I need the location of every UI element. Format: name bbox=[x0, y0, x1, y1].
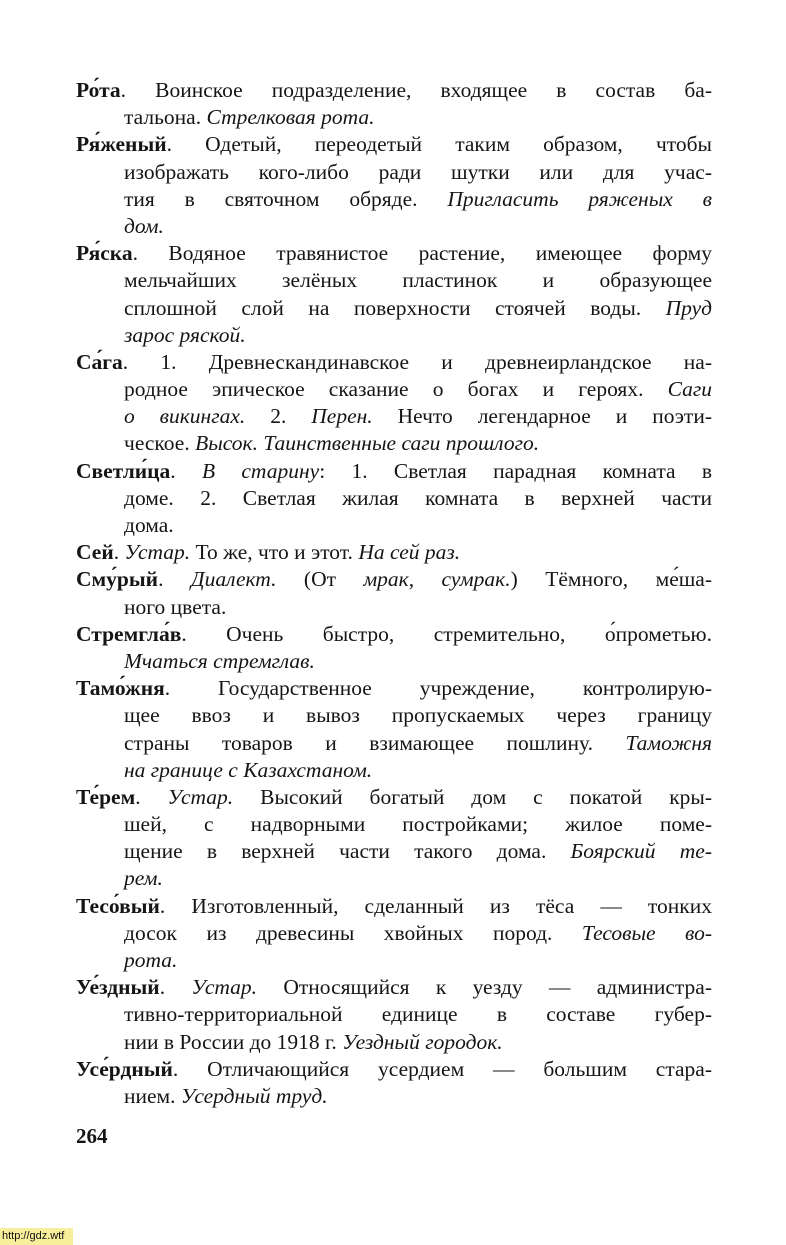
definition-text: Относящийся к уезду — администра- bbox=[257, 975, 712, 1000]
italic-text: на границе с Казахстаном. bbox=[124, 757, 373, 782]
headword: Сей bbox=[76, 540, 114, 565]
definition-text: . bbox=[113, 540, 125, 565]
entry-line bbox=[76, 322, 712, 349]
definition-text: ) Тёмного, ме́ша- bbox=[510, 567, 712, 592]
entry-first-line bbox=[76, 240, 712, 267]
entry-line bbox=[76, 104, 712, 131]
entry-first-line bbox=[76, 1056, 712, 1083]
definition-text: доме. 2. Светлая жилая комната в верхней части bbox=[124, 485, 712, 510]
dictionary-entry bbox=[76, 1056, 712, 1110]
entry-line bbox=[76, 267, 712, 294]
definition-text: Нечто легендарное и поэти- bbox=[372, 404, 712, 429]
entry-line bbox=[76, 213, 712, 240]
entry-line bbox=[76, 920, 712, 947]
definition-text: . bbox=[159, 975, 192, 1000]
italic-text: Пригласить ряженых в bbox=[447, 186, 713, 211]
entry-line bbox=[76, 838, 712, 865]
entry-line bbox=[76, 811, 712, 838]
entry-line bbox=[76, 403, 712, 430]
definition-text: . 1. Древнескандинавское и древнеирландское на- bbox=[122, 349, 712, 374]
page-number: 264 bbox=[76, 1124, 108, 1148]
definition-text: нием. bbox=[124, 1083, 181, 1108]
entry-first-line bbox=[76, 675, 712, 702]
entry-first-line bbox=[76, 893, 712, 920]
dictionary-entry bbox=[76, 974, 712, 1056]
dictionary-entry bbox=[76, 131, 712, 240]
definition-text: родное эпическое сказание о богах и героях. bbox=[124, 377, 668, 402]
definition-text: ного цвета. bbox=[124, 594, 227, 619]
entry-line bbox=[76, 186, 712, 213]
dictionary-entry bbox=[76, 621, 712, 675]
italic-text: Устар. bbox=[124, 540, 191, 565]
entry-first-line bbox=[76, 784, 712, 811]
dictionary-entry bbox=[76, 539, 712, 566]
entry-first-line bbox=[76, 131, 712, 158]
dictionary-entry bbox=[76, 240, 712, 349]
headword: Сму́рый bbox=[76, 567, 159, 592]
entry-line bbox=[76, 1029, 712, 1056]
dictionary-entry bbox=[76, 784, 712, 893]
entry-line bbox=[76, 730, 712, 757]
definition-text: нии в России до 1918 г. bbox=[124, 1029, 343, 1054]
entry-line bbox=[76, 702, 712, 729]
dictionary-entry bbox=[76, 458, 712, 540]
entry-line bbox=[76, 376, 712, 403]
entry-first-line bbox=[76, 77, 712, 104]
entry-first-line bbox=[76, 539, 712, 566]
italic-text: Таможня bbox=[625, 730, 712, 755]
definition-text: тальона. bbox=[124, 105, 207, 130]
definition-text: . Одетый, переодетый таким образом, чтобы bbox=[166, 132, 712, 157]
dictionary-entry bbox=[76, 893, 712, 975]
italic-text: Стрелковая рота. bbox=[206, 105, 375, 130]
definition-text: ческое. bbox=[124, 431, 196, 456]
definition-text: . Изготовленный, сделанный из тёса — тонких bbox=[159, 893, 712, 918]
entry-line bbox=[76, 947, 712, 974]
entry-line bbox=[76, 865, 712, 892]
headword: Ря́ска bbox=[76, 241, 133, 266]
italic-text: Пруд bbox=[665, 295, 712, 320]
entry-line bbox=[76, 485, 712, 512]
entry-line bbox=[76, 594, 712, 621]
italic-text: рота. bbox=[124, 948, 178, 972]
definition-text: . Водяное травянистое растение, имеющее форму bbox=[132, 241, 712, 266]
entry-line bbox=[76, 159, 712, 186]
definition-text: сплошной слой на поверхности стоячей воды. bbox=[124, 295, 666, 320]
definition-text: дома. bbox=[124, 513, 174, 537]
italic-text: Перен. bbox=[311, 404, 373, 429]
italic-text: Саги bbox=[667, 377, 712, 402]
headword: Усе́рдный bbox=[76, 1056, 173, 1081]
dictionary-entry bbox=[76, 77, 712, 131]
definition-text: Высокий богатый дом с покатой кры- bbox=[233, 784, 713, 809]
definition-text: : 1. Светлая парадная комната в bbox=[319, 458, 712, 483]
italic-text: дом. bbox=[124, 213, 164, 238]
definition-text: досок из древесины хвойных пород. bbox=[124, 920, 582, 945]
definition-text: . Государственное учреждение, контролирую- bbox=[164, 676, 712, 701]
definition-text: . Воинское подразделение, входящее в состав ба- bbox=[120, 78, 712, 102]
italic-text: На сей раз. bbox=[358, 540, 461, 565]
definition-text: 2. bbox=[245, 404, 312, 429]
definition-text: тивно-территориальной единице в составе губер- bbox=[124, 1002, 712, 1027]
italic-text: Тесовые во- bbox=[581, 920, 713, 945]
definition-text: . bbox=[135, 784, 168, 809]
headword: Ря́женый bbox=[76, 132, 167, 157]
italic-text: рем. bbox=[124, 866, 163, 891]
entry-first-line bbox=[76, 621, 712, 648]
dictionary-entry bbox=[76, 349, 712, 458]
definition-text: страны товаров и взимающее пошлину. bbox=[124, 730, 626, 755]
definition-text: (От bbox=[276, 567, 364, 592]
entry-line bbox=[76, 648, 712, 675]
dictionary-entries bbox=[76, 77, 712, 1110]
definition-text: . Отличающийся усердием — большим стара- bbox=[172, 1056, 712, 1081]
dictionary-entry bbox=[76, 675, 712, 784]
definition-text: . Очень быстро, стремительно, о́прометью. bbox=[181, 621, 712, 646]
definition-text: . bbox=[158, 567, 191, 592]
italic-text: зарос ряской. bbox=[124, 322, 246, 347]
entry-line bbox=[76, 1001, 712, 1028]
italic-text: Устар. bbox=[191, 975, 258, 1000]
entry-first-line bbox=[76, 458, 712, 485]
entry-line bbox=[76, 757, 712, 784]
entry-line bbox=[76, 295, 712, 322]
headword: Светли́ца bbox=[76, 458, 171, 483]
entry-line bbox=[76, 430, 712, 457]
italic-text: В старину bbox=[201, 458, 320, 483]
definition-text: . bbox=[170, 458, 202, 483]
entry-first-line bbox=[76, 974, 712, 1001]
italic-text: о викингах. bbox=[124, 404, 246, 429]
entry-line bbox=[76, 1083, 712, 1110]
italic-text: Уездный городок. bbox=[342, 1029, 503, 1054]
headword: Тамо́жня bbox=[76, 676, 165, 701]
headword: Те́рем bbox=[76, 784, 136, 809]
watermark-link[interactable]: http://gdz.wtf bbox=[0, 1228, 73, 1245]
entry-first-line bbox=[76, 349, 712, 376]
headword: Стремгла́в bbox=[76, 621, 182, 646]
italic-text: Диалект. bbox=[190, 567, 277, 592]
definition-text: шей, с надворными постройками; жилое поме- bbox=[124, 812, 712, 837]
italic-text: мрак, сумрак. bbox=[363, 567, 511, 592]
dictionary-entry bbox=[76, 566, 712, 620]
headword: Тесо́вый bbox=[76, 893, 160, 918]
italic-text: Устар. bbox=[167, 784, 234, 809]
italic-text: Мчаться стремглав. bbox=[124, 648, 315, 673]
definition-text: щение в верхней части такого дома. bbox=[124, 839, 571, 864]
definition-text: мельчайших зелёных пластинок и образующее bbox=[124, 268, 712, 293]
headword: Са́га bbox=[76, 349, 123, 374]
italic-text: Боярский те- bbox=[570, 839, 712, 864]
definition-text: То же, что и этот. bbox=[190, 540, 359, 565]
headword: Уе́здный bbox=[76, 975, 160, 1000]
headword: Ро́та bbox=[76, 78, 121, 102]
italic-text: Усердный труд. bbox=[180, 1083, 328, 1108]
definition-text: изображать кого-либо ради шутки или для учас- bbox=[124, 159, 712, 184]
entry-first-line bbox=[76, 566, 712, 593]
italic-text: Высок. Таинственные саги прошлого. bbox=[195, 431, 540, 456]
definition-text: тия в святочном обряде. bbox=[124, 186, 448, 211]
definition-text: щее ввоз и вывоз пропускаемых через границу bbox=[124, 703, 712, 728]
entry-line bbox=[76, 512, 712, 539]
